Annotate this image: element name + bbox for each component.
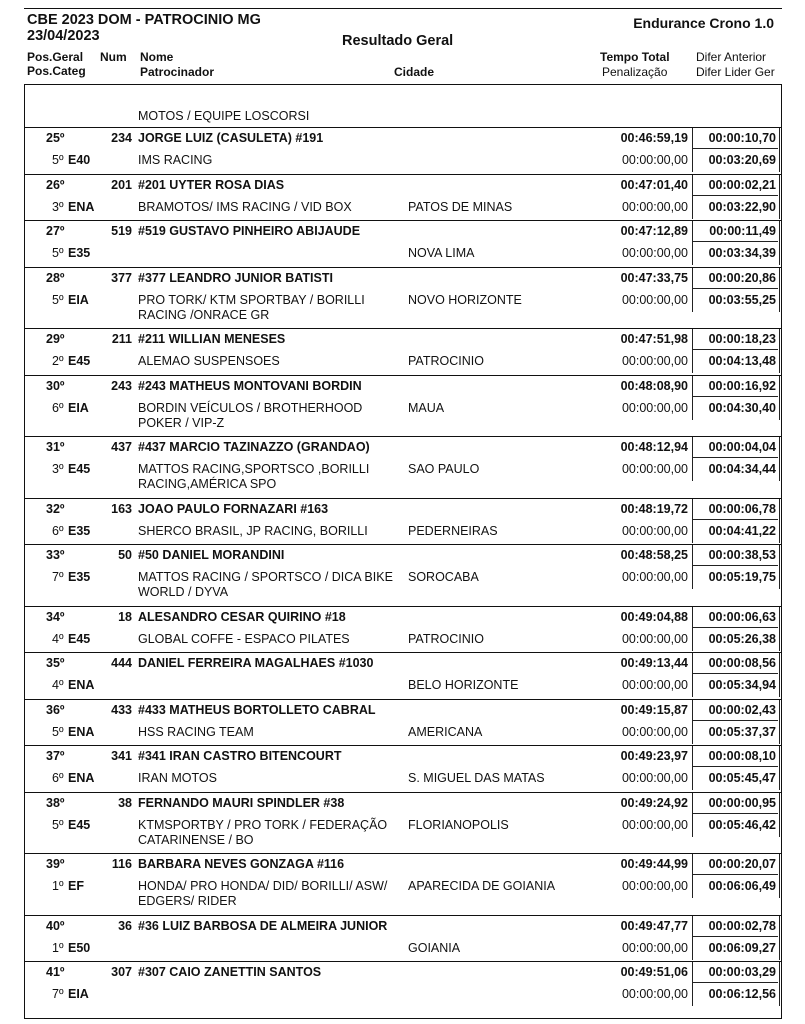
sponsor: BRAMOTOS/ IMS RACING / VID BOX [138, 199, 352, 214]
diff-previous: 00:00:02,43 [708, 702, 776, 717]
total-time: 00:49:04,88 [620, 609, 688, 624]
diff-previous: 00:00:18,23 [708, 332, 776, 346]
col-cidade: Cidade [394, 65, 435, 79]
diff-divider [692, 627, 778, 628]
result-row [24, 127, 782, 174]
report-header [24, 8, 782, 85]
category: EIA [68, 400, 89, 415]
diff-leader: 00:05:46,42 [708, 817, 776, 832]
category: E40 [68, 153, 91, 167]
rider-number: 50 [118, 548, 132, 562]
diff-previous: 00:00:20,07 [708, 857, 776, 871]
rider-name: BARBARA NEVES GONZAGA #116 [138, 857, 345, 871]
rider-number: 519 [111, 224, 132, 238]
rider-name: FERNANDO MAURI SPINDLER #38 [138, 795, 345, 810]
rider-number: 18 [118, 609, 132, 624]
result-row [24, 220, 782, 267]
col-difer-anterior: Difer Anterior [696, 50, 767, 64]
result-row [24, 498, 782, 545]
rider-name: ALESANDRO CESAR QUIRINO #18 [138, 609, 346, 624]
total-time: 00:49:23,97 [620, 749, 688, 763]
diff-leader: 00:04:41,22 [708, 523, 776, 538]
position-category: 7º [52, 570, 64, 584]
rider-number: 234 [111, 131, 132, 145]
position-overall: 33º [46, 548, 65, 562]
result-row [24, 267, 782, 329]
rider-number: 444 [111, 656, 132, 670]
result-row [24, 174, 782, 221]
position-overall: 40º [46, 918, 65, 933]
position-overall: 39º [46, 857, 65, 871]
result-row [24, 436, 782, 498]
col-pos-geral: Pos.Geral [27, 50, 84, 64]
sponsor: HSS RACING TEAM [138, 724, 254, 739]
position-category: 3º [52, 462, 64, 476]
position-overall: 34º [46, 609, 65, 624]
position-overall: 37º [46, 749, 65, 763]
penalty: 00:00:00,00 [621, 570, 688, 584]
total-time: 00:49:44,99 [620, 857, 688, 871]
position-category: 5º [52, 153, 64, 167]
city: FLORIANOPOLIS [408, 817, 509, 832]
diff-previous: 00:00:02,78 [708, 918, 776, 933]
diff-previous: 00:00:00,95 [708, 795, 776, 810]
sponsor: ALEMAO SUSPENSOES [138, 354, 280, 368]
position-overall: 35º [46, 656, 65, 670]
city: APARECIDA DE GOIANIA [408, 879, 556, 893]
col-num: Num [100, 50, 127, 64]
city: PATOS DE MINAS [408, 199, 513, 214]
diff-divider [692, 766, 778, 767]
city: PEDERNEIRAS [408, 523, 498, 538]
event-date: 23/04/2023 [27, 28, 100, 44]
rider-name: JOAO PAULO FORNAZARI #163 [138, 501, 329, 516]
penalty: 00:00:00,00 [621, 523, 688, 538]
diff-previous: 00:00:10,70 [708, 131, 776, 145]
diff-divider [692, 813, 778, 814]
total-time: 00:49:15,87 [620, 702, 688, 717]
result-row [24, 853, 782, 915]
sponsor: IMS RACING [138, 153, 213, 167]
rider-number: 211 [111, 332, 132, 346]
penalty: 00:00:00,00 [621, 400, 688, 415]
sponsor: GLOBAL COFFE - ESPACO PILATES [138, 631, 350, 646]
diff-leader: 00:04:30,40 [708, 400, 776, 415]
result-row [24, 652, 782, 699]
position-overall: 30º [46, 378, 65, 393]
diff-previous: 00:00:08,56 [708, 656, 776, 670]
result-row [24, 606, 782, 653]
diff-divider [692, 565, 778, 566]
position-category: 7º [52, 987, 64, 1001]
diff-leader: 00:03:22,90 [708, 199, 776, 214]
diff-leader: 00:03:55,25 [708, 292, 776, 307]
position-category: 6º [52, 400, 64, 415]
total-time: 00:47:01,40 [620, 177, 688, 192]
category: E45 [68, 354, 91, 368]
category: ENA [68, 724, 95, 739]
result-row [24, 375, 782, 437]
diff-leader: 00:03:34,39 [708, 246, 776, 260]
penalty: 00:00:00,00 [621, 817, 688, 832]
total-time: 00:46:59,19 [620, 131, 688, 145]
results-page [24, 8, 782, 1020]
penalty: 00:00:00,00 [621, 678, 688, 692]
position-category: 6º [52, 523, 64, 538]
diff-divider [692, 396, 778, 397]
rider-name: #211 WILLIAN MENESES [138, 332, 286, 346]
category: E35 [68, 523, 91, 538]
rider-name: #50 DANIEL MORANDINI [138, 548, 285, 562]
sponsor: HONDA/ PRO HONDA/ DID/ BORILLI/ ASW/ EDGERS/ RIDER [138, 879, 388, 908]
rider-name: JORGE LUIZ (CASULETA) #191 [138, 131, 324, 145]
total-time: 00:47:33,75 [620, 270, 688, 285]
diff-divider [692, 673, 778, 674]
rider-name: #519 GUSTAVO PINHEIRO ABIJAUDE [138, 224, 361, 238]
diff-leader: 00:05:34,94 [708, 678, 776, 692]
category: E45 [68, 631, 91, 646]
position-category: 5º [52, 724, 64, 739]
position-overall: 26º [46, 177, 65, 192]
penalty: 00:00:00,00 [621, 354, 688, 368]
position-overall: 25º [46, 131, 65, 145]
position-category: 4º [52, 631, 64, 646]
diff-leader: 00:05:26,38 [708, 631, 776, 646]
category: ENA [68, 678, 95, 692]
position-category: 1º [52, 940, 64, 955]
diff-leader: 00:06:06,49 [708, 879, 776, 893]
rider-number: 163 [111, 501, 132, 516]
diff-previous: 00:00:04,04 [708, 440, 776, 454]
category: E35 [68, 246, 91, 260]
rider-name: #36 LUIZ BARBOSA DE ALMEIRA JUNIOR [138, 918, 388, 933]
result-row [24, 915, 782, 962]
position-category: 3º [52, 199, 64, 214]
diff-leader: 00:06:12,56 [708, 987, 776, 1001]
result-row [24, 699, 782, 746]
sponsor: KTMSPORTBY / PRO TORK / FEDERAÇÃO CATARINENSE / BO [138, 817, 388, 847]
penalty: 00:00:00,00 [621, 631, 688, 646]
diff-leader: 00:03:20,69 [708, 153, 776, 167]
diff-divider [692, 720, 778, 721]
city: GOIANIA [408, 940, 461, 955]
total-time: 00:49:24,92 [620, 795, 688, 810]
diff-divider [692, 349, 778, 350]
rider-number: 307 [111, 965, 132, 979]
total-time: 00:47:12,89 [620, 224, 688, 238]
diff-divider [692, 874, 778, 875]
sponsor: BORDIN VEÍCULOS / BROTHERHOOD POKER / VIP-Z [138, 400, 363, 430]
category: E45 [68, 462, 91, 476]
rider-name: #433 MATHEUS BORTOLLETO CABRAL [138, 702, 376, 717]
diff-leader: 00:05:37,37 [708, 724, 776, 739]
city: SOROCABA [408, 570, 479, 584]
sponsor: SHERCO BRASIL, JP RACING, BORILLI [138, 523, 368, 538]
result-row [24, 792, 782, 854]
sponsor: MATTOS RACING / SPORTSCO / DICA BIKE WORLD / DYVA [138, 570, 393, 599]
position-category: 5º [52, 292, 64, 307]
position-overall: 38º [46, 795, 65, 810]
col-patrocinador: Patrocinador [140, 65, 215, 79]
position-overall: 32º [46, 501, 65, 516]
rider-name: #377 LEANDRO JUNIOR BATISTI [138, 270, 333, 285]
city: PATROCINIO [408, 631, 484, 646]
total-time: 00:48:58,25 [620, 548, 688, 562]
diff-previous: 00:00:06,63 [708, 609, 776, 624]
category: E35 [68, 570, 91, 584]
diff-divider [692, 241, 778, 242]
penalty: 00:00:00,00 [621, 879, 688, 893]
city: SAO PAULO [408, 462, 480, 476]
city: MAUA [408, 400, 445, 415]
total-time: 00:49:13,44 [620, 656, 688, 670]
position-category: 5º [52, 246, 64, 260]
software-name: Endurance Crono 1.0 [633, 15, 774, 31]
col-tempo-total: Tempo Total [600, 50, 670, 64]
penalty: 00:00:00,00 [621, 462, 688, 476]
rider-number: 201 [111, 177, 132, 192]
total-time: 00:48:08,90 [620, 378, 688, 393]
diff-previous: 00:00:38,53 [708, 548, 776, 562]
diff-divider [692, 148, 778, 149]
rider-number: 433 [111, 702, 132, 717]
total-time: 00:49:47,77 [620, 918, 688, 933]
penalty: 00:00:00,00 [621, 153, 688, 167]
city: BELO HORIZONTE [408, 678, 519, 692]
rider-number: 341 [111, 749, 132, 763]
position-category: 2º [52, 354, 64, 368]
col-pos-categ: Pos.Categ [27, 64, 86, 78]
category: E45 [68, 817, 91, 832]
category: ENA [68, 771, 95, 785]
category: EIA [68, 987, 89, 1001]
total-time: 00:47:51,98 [620, 332, 688, 346]
penalty: 00:00:00,00 [621, 771, 688, 785]
diff-leader: 00:06:09,27 [708, 940, 776, 955]
city: NOVA LIMA [408, 246, 475, 260]
diff-leader: 00:05:45,47 [708, 771, 776, 785]
penalty: 00:00:00,00 [621, 987, 688, 1001]
total-time: 00:48:19,72 [620, 501, 688, 516]
penalty: 00:00:00,00 [621, 246, 688, 260]
col-penalizacao: Penalização [602, 65, 668, 79]
total-time: 00:48:12,94 [620, 440, 688, 454]
category: EIA [68, 292, 89, 307]
sponsor: MATTOS RACING,SPORTSCO ,BORILLI RACING,AMÉRICA SPO [138, 462, 370, 491]
diff-leader: 00:04:34,44 [708, 462, 776, 476]
diff-divider [692, 982, 778, 983]
rider-name: #243 MATHEUS MONTOVANI BORDIN [138, 378, 362, 393]
category: E50 [68, 940, 91, 955]
position-overall: 27º [46, 224, 65, 238]
diff-divider [692, 457, 778, 458]
position-category: 5º [52, 817, 64, 832]
position-overall: 41º [46, 965, 65, 979]
penalty: 00:00:00,00 [621, 724, 688, 739]
event-title: CBE 2023 DOM - PATROCINIO MG [27, 12, 261, 28]
position-overall: 28º [46, 270, 65, 285]
result-row [24, 745, 782, 792]
diff-divider [692, 195, 778, 196]
position-overall: 29º [46, 332, 65, 346]
category: EF [68, 879, 84, 893]
penalty: 00:00:00,00 [621, 292, 688, 307]
diff-previous: 00:00:20,86 [708, 270, 776, 285]
team-header [24, 84, 782, 129]
diff-divider [692, 936, 778, 937]
penalty: 00:00:00,00 [621, 940, 688, 955]
col-difer-lider: Difer Lider Ger [696, 65, 775, 79]
rider-number: 36 [118, 918, 132, 933]
diff-divider [692, 288, 778, 289]
city: S. MIGUEL DAS MATAS [408, 771, 545, 785]
diff-previous: 00:00:08,10 [708, 749, 776, 763]
diff-divider [692, 519, 778, 520]
position-overall: 31º [46, 440, 65, 454]
city: AMERICANA [408, 724, 483, 739]
total-time: 00:49:51,06 [620, 965, 688, 979]
result-title: Resultado Geral [342, 33, 454, 49]
category: ENA [68, 199, 95, 214]
diff-previous: 00:00:03,29 [708, 965, 776, 979]
city: NOVO HORIZONTE [408, 292, 522, 307]
result-row [24, 961, 782, 1008]
results-table [24, 127, 782, 1008]
team-header-label: MOTOS / EQUIPE LOSCORSI [138, 109, 310, 123]
rider-name: #201 UYTER ROSA DIAS [138, 177, 285, 192]
rider-name: #341 IRAN CASTRO BITENCOURT [138, 749, 342, 763]
rider-name: #437 MARCIO TAZINAZZO (GRANDAO) [138, 440, 370, 454]
diff-previous: 00:00:02,21 [708, 177, 776, 192]
result-row [24, 328, 782, 375]
penalty: 00:00:00,00 [621, 199, 688, 214]
position-category: 6º [52, 771, 64, 785]
rider-number: 377 [111, 270, 132, 285]
rider-number: 243 [111, 378, 132, 393]
rider-number: 116 [111, 857, 132, 871]
position-overall: 36º [46, 702, 65, 717]
rider-number: 38 [118, 795, 132, 810]
diff-previous: 00:00:11,49 [709, 224, 776, 238]
city: PATROCINIO [408, 354, 484, 368]
position-category: 1º [52, 879, 64, 893]
position-category: 4º [52, 678, 64, 692]
rider-name: DANIEL FERREIRA MAGALHAES #1030 [138, 656, 374, 670]
sponsor: IRAN MOTOS [138, 771, 217, 785]
diff-leader: 00:05:19,75 [708, 570, 776, 584]
sponsor: PRO TORK/ KTM SPORTBAY / BORILLI RACING /ONRACE GR [138, 292, 365, 322]
rider-number: 437 [111, 440, 132, 454]
rider-name: #307 CAIO ZANETTIN SANTOS [138, 965, 322, 979]
diff-previous: 00:00:06,78 [708, 501, 776, 516]
col-nome: Nome [140, 50, 174, 64]
result-row [24, 544, 782, 606]
diff-leader: 00:04:13,48 [708, 354, 776, 368]
diff-previous: 00:00:16,92 [708, 378, 776, 393]
